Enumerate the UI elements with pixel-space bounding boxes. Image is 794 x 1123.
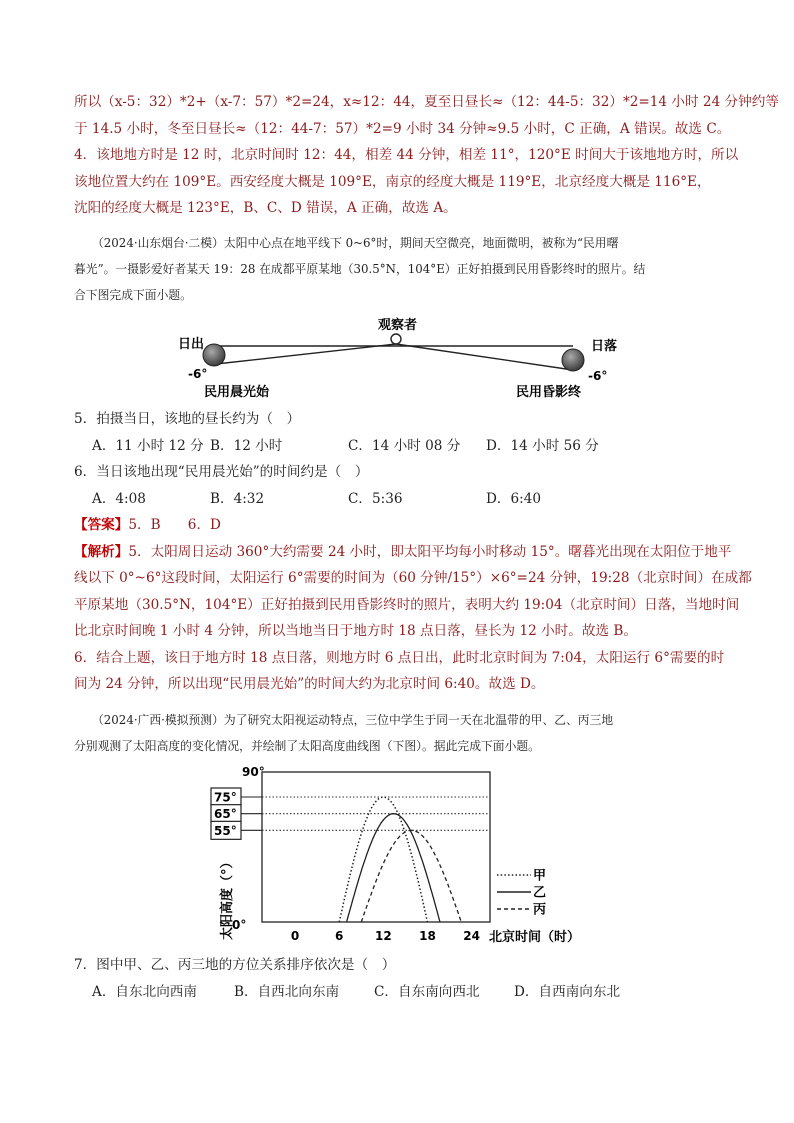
option-c[interactable]: C．5:36 — [348, 490, 403, 507]
legend-label-乙: 乙 — [533, 885, 547, 901]
x-tick-label: 12 — [375, 929, 392, 943]
analysis-line: 于 14.5 小时，冬至日昼长≈（12：44-7：57）*2=9 小时 34 分钟≈9.5 小时，C 正确，A 错误。故选 C。 — [74, 120, 731, 137]
analysis-line: 间为 24 分钟，所以出现“民用晨光始”的时间大约为北京时间 6:40。故选 D。 — [74, 676, 545, 692]
x-tick-label: 6 — [335, 929, 344, 943]
option-c[interactable]: C．14 小时 08 分 — [348, 437, 461, 454]
answer-line — [74, 512, 724, 539]
question-7 — [74, 952, 724, 1005]
solar-altitude-chart — [205, 764, 600, 949]
analysis-line: 平原某地（30.5°N，104°E）正好拍摄到民用昏影终时的照片，表明大约 19:04（北京时间）日落，当地时间 — [74, 596, 740, 613]
option-a[interactable]: A．11 小时 12 分 — [92, 437, 204, 454]
option-d[interactable]: D．14 小时 56 分 — [486, 437, 599, 454]
questions-5-6 — [74, 406, 752, 698]
option-b[interactable]: B．自西北向东南 — [234, 983, 340, 1000]
intro-line: 合下图完成下面小题。 — [74, 288, 192, 302]
sunrise-sun-icon — [203, 344, 225, 366]
y-tick-90: 90° — [242, 765, 265, 779]
intro-line: 暮光”。一摄影爱好者某天 19：28 在成都平原某地（30.5°N，104°E）正好拍摄到民用昏影终时的照片。结 — [74, 262, 646, 276]
dawn-line — [216, 344, 396, 364]
intro-line: （2024·山东烟台·二模）太阳中心点在地平线下 0~6°时，期间天空微亮，地面微明，被称为“民用曙 — [92, 236, 619, 250]
minus6-left-label: -6° — [188, 367, 208, 381]
intro-line: （2024·广西·模拟预测）为了研究太阳视运动特点，三位中学生于同一天在北温带的甲、乙、丙三地 — [92, 713, 614, 727]
analysis-line — [74, 539, 732, 566]
analysis-line: 比北京时间晚 1 小时 4 分钟，所以当地当日于地方时 18 点日落，昼长为 12 小时。故选 B。 — [74, 623, 637, 639]
option-c[interactable]: C．自东南向西北 — [374, 983, 480, 1000]
observer-icon — [391, 334, 401, 344]
answer-text: 5．B 6．D — [128, 517, 221, 533]
analysis-line: 该地位置大约在 109°E。西安经度大概是 109°E，南京的经度大概是 119°E，北京经度大概是 116°E， — [74, 173, 711, 190]
sunrise-label: 日出 — [178, 337, 205, 352]
y-tick-0: 0° — [232, 918, 247, 932]
question-5-stem: 5．拍摄当日，该地的昼长约为（ ） — [74, 411, 301, 427]
answer-tag: 【答案】 — [74, 517, 129, 533]
option-a[interactable]: A．4:08 — [92, 490, 146, 507]
sunset-sun-icon — [562, 349, 584, 371]
legend-label-丙: 丙 — [533, 902, 547, 918]
series-curve-丙 — [361, 830, 461, 922]
dawn-start-label: 民用晨光始 — [204, 385, 270, 400]
plot-frame — [262, 772, 490, 922]
analysis-text: 5．太阳周日运动 360°大约需要 24 小时，即太阳平均每小时移动 15°。曙暮光出现在太阳位于地平 — [128, 543, 732, 560]
question-6-stem: 6．当日该地出现“民用晨光始”的时间约是（ ） — [74, 464, 369, 480]
intro-line: 分别观测了太阳高度的变化情况，并绘制了太阳高度曲线图（下图）。据此完成下面小题。 — [74, 739, 540, 753]
x-tick-label: 18 — [419, 929, 436, 943]
option-a[interactable]: A．自东北向西南 — [92, 983, 197, 1000]
previous-analysis — [74, 89, 779, 222]
question-intro-1 — [74, 230, 724, 308]
level-label-55: 55° — [214, 823, 237, 838]
question-6-options — [74, 486, 724, 513]
analysis-tag: 【解析】 — [74, 543, 129, 560]
analysis-line: 6．结合上题，该日于地方时 18 点日落，则地方时 6 点日出，此时北京时间为 7:04，太阳运行 6°需要的时 — [74, 649, 725, 666]
question-intro-2 — [74, 707, 724, 759]
legend-label-甲: 甲 — [533, 868, 547, 884]
option-d[interactable]: D．自西南向东北 — [514, 983, 621, 1000]
twilight-diagram — [160, 310, 630, 400]
x-axis-label: 北京时间（时） — [489, 930, 581, 945]
observer-label: 观察者 — [378, 318, 418, 333]
option-d[interactable]: D．6:40 — [486, 490, 542, 507]
analysis-line: 4．该地地方时是 12 时，北京时间时 12：44，相差 44 分钟，相差 11°，120°E 时间大于该地地方时，所以 — [74, 147, 739, 163]
analysis-line: 沈阳的经度大概是 123°E，B、C、D 错误，A 正确，故选 A。 — [74, 200, 457, 216]
level-label-75: 75° — [214, 790, 237, 805]
question-7-options — [74, 979, 724, 1006]
option-b[interactable]: B．4:32 — [210, 490, 265, 507]
question-7-stem: 7．图中甲、乙、丙三地的方位关系排序依次是（ ） — [74, 957, 396, 973]
question-5-options — [74, 433, 724, 460]
y-axis-label: 太阳高度（°） — [220, 855, 235, 940]
option-b[interactable]: B．12 小时 — [210, 437, 283, 454]
x-tick-label: 0 — [290, 929, 300, 943]
level-label-65: 65° — [214, 807, 237, 822]
dusk-end-label: 民用昏影终 — [516, 385, 582, 400]
dusk-line — [396, 344, 573, 370]
analysis-line: 所以（x-5：32）*2+（x-7：57）*2=24，x≈12：44，夏至日昼长≈（12：44-5：32）*2=14 小时 24 分钟约等 — [74, 94, 779, 110]
minus6-right-label: -6° — [588, 369, 608, 383]
analysis-line: 线以下 0°~6°这段时间，太阳运行 6°需要的时间为（60 分钟/15°）×6°=24 分钟，19:28（北京时间）在成都 — [74, 570, 752, 586]
x-tick-label: 24 — [463, 929, 480, 943]
sunset-label: 日落 — [591, 339, 618, 354]
